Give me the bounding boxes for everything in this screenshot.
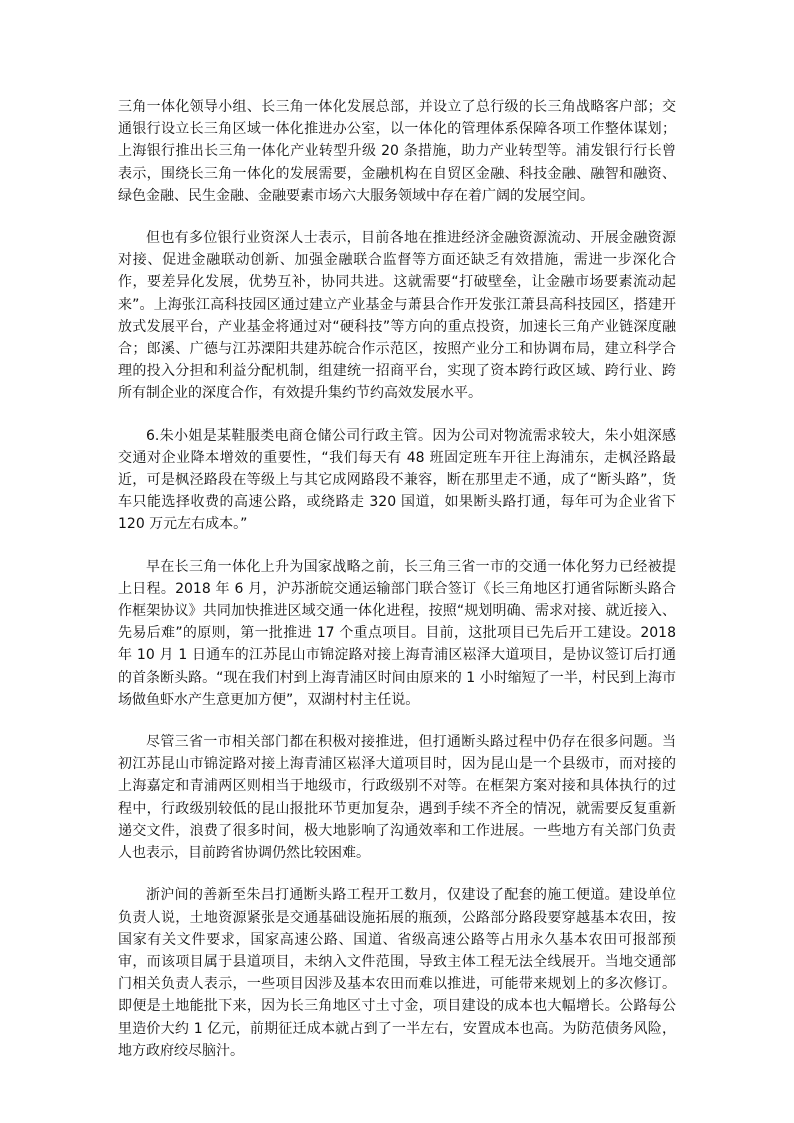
paragraph-3: 6.朱小姐是某鞋服类电商仓储公司行政主管。因为公司对物流需求较大，朱小姐深感交通对企业降本增效的重要性，“我们每天有 48 班固定班车开往上海浦东，走枫泾路最近，可是枫泾路段在等级上与其它成网路段不兼容，断在那里走不通，成了“断头路”，货车只能选择收费的高速公路，或绕路走 320 国道，如果断头路打通，每年可为企业省下 120 万元左右成本。”: [118, 427, 676, 533]
paragraph-2: 但也有多位银行业资深人士表示，目前各地在推进经济金融资源流动、开展金融资源对接、促进金融联动创新、加强金融联合监督等方面还缺乏有效措施，需进一步深化合作，要差异化发展，优势互补，协同共进。这就需要“打破壁垒，让金融市场要素流动起来”。上海张江高科技园区通过建立产业基金与萧县合作开发张江萧县高科技园区，搭建开放式发展平台，产业基金将通过对“硬科技”等方向的重点投资，加速长三角产业链深度融合；郎溪、广德与江苏溧阳共建苏皖合作示范区，按照产业分工和协调布局，建立科学合理的投入分担和利益分配机制，组建统一招商平台，实现了资本跨行政区域、跨行业、跨所有制企业的深度合作，有效提升集约节约高效发展水平。: [118, 230, 676, 402]
paragraph-6: 浙沪间的善新至朱吕打通断头路工程开工数月，仅建设了配套的施工便道。建设单位负责人说，土地资源紧张是交通基础设施拓展的瓶颈，公路部分路段要穿越基本农田，按国家有关文件要求，国家高速公路、国道、省级高速公路等占用永久基本农田可报部预审，而该项目属于县道项目，未纳入文件范围，导致主体工程无法全线展开。当地交通部门相关负责人表示，一些项目因涉及基本农田而难以推进，可能带来规划上的多次修订。即便是土地能批下来，因为长三角地区寸土寸金，项目建设的成本也大幅增长。公路每公里造价大约 1 亿元，前期征迁成本就占到了一半左右，安置成本也高。为防范债务风险，地方政府绞尽脑汁。: [118, 887, 676, 1059]
document-body: [118, 96, 676, 1082]
paragraph-4: 早在长三角一体化上升为国家战略之前，长三角三省一市的交通一体化努力已经被提上日程。2018 年 6 月，沪苏浙皖交通运输部门联合签订《长三角地区打通省际断头路合作框架协议》共同加快推进区域交通一体化进程，按照“规划明确、需求对接、就近接入、先易后难”的原则，第一批推进 17 个重点项目。目前，这批项目已先后开工建设。2018 年 10 月 1 日通车的江苏昆山市锦淀路对接上海青浦区崧泽大道项目，是协议签订后打通的首条断头路。“现在我们村到上海青浦区时间由原来的 1 小时缩短了一半，村民到上海市场做鱼虾水产生意更加方便”，双湖村村主任说。: [118, 558, 676, 708]
paragraph-1: 三角一体化领导小组、长三角一体化发展总部，并设立了总行级的长三角战略客户部；交通银行设立长三角区域一体化推进办公室，以一体化的管理体系保障各项工作整体谋划；上海银行推出长三角一体化产业转型升级 20 条措施，助力产业转型等。浦发银行行长曾表示，围绕长三角一体化的发展需要，金融机构在自贸区金融、科技金融、融智和融资、绿色金融、民生金融、金融要素市场六大服务领域中存在着广阔的发展空间。: [118, 99, 676, 204]
paragraph-5: 尽管三省一市相关部门都在积极对接推进，但打通断头路过程中仍存在很多问题。当初江苏昆山市锦淀路对接上海青浦区崧泽大道项目时，因为昆山是一个县级市，而对接的上海嘉定和青浦两区则相当于地级市，行政级别不对等。在框架方案对接和具体执行的过程中，行政级别较低的昆山报批环节更加复杂，遇到手续不齐全的情况，就需要反复重新递交文件，浪费了很多时间，极大地影响了沟通效率和工作进展。一些地方有关部门负责人也表示，目前跨省协调仍然比较困难。: [118, 734, 676, 862]
